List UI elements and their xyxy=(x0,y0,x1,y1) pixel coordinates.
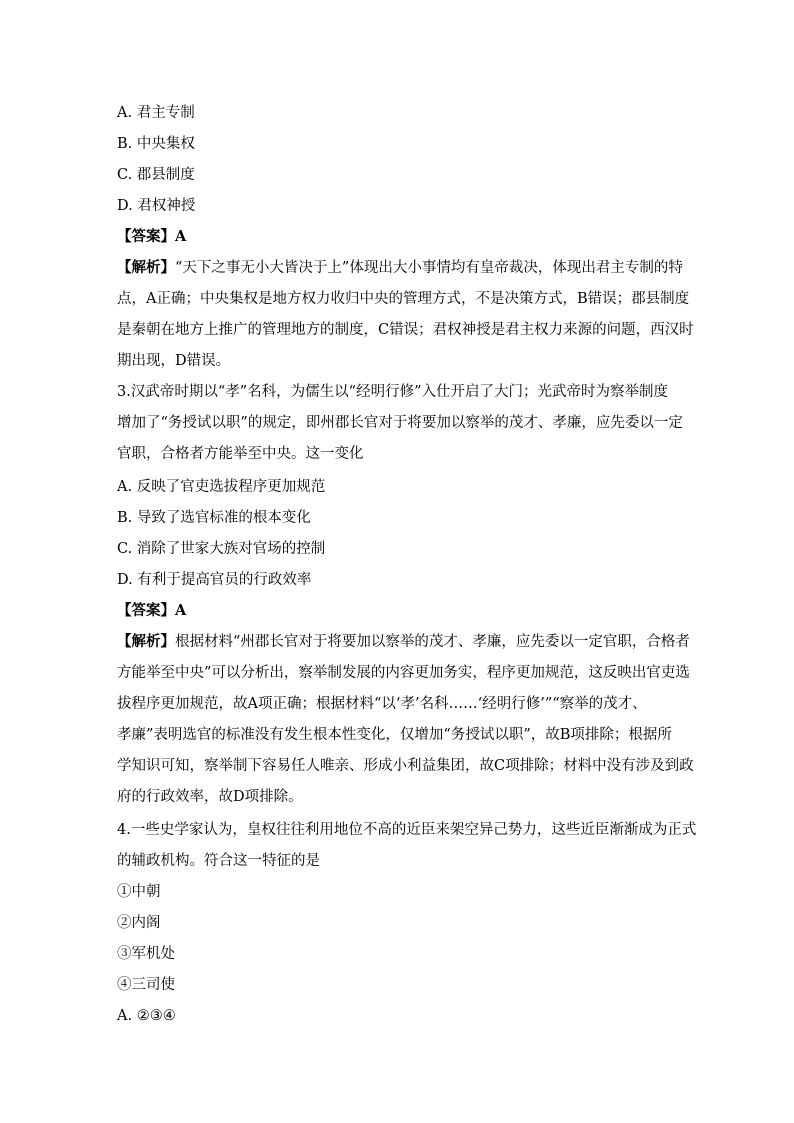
q4-item: ③军机处 xyxy=(117,946,175,962)
q2-analysis-line: 期出现，D错误。 xyxy=(117,353,231,369)
q3-option-d: D. 有利于提高官员的行政效率 xyxy=(117,572,312,588)
answer-value: A xyxy=(175,602,187,619)
q3-analysis-line: 孝廉”表明选官的标准没有发生根本性变化，仅增加“务授试以职”，故B项排除；根据所 xyxy=(117,727,672,743)
q3-option-c: C. 消除了世家大族对官场的控制 xyxy=(117,541,326,557)
q3-option-b: B. 导致了选官标准的根本变化 xyxy=(117,510,311,526)
analysis-text: “天下之事无小大皆决于上”体现出大小事情均有皇帝裁决，体现出君主专制的特 xyxy=(175,260,683,276)
q4-stem-line: 的辅政机构。符合这一特征的是 xyxy=(117,853,320,869)
q2-analysis-line: 是秦朝在地方上推广的管理地方的制度，C错误；君权神授是君主权力来源的问题，西汉时 xyxy=(117,322,694,338)
q3-stem-line: 增加了“务授试以职”的规定，即州郡长官对于将要加以察举的茂才、孝廉，应先委以一定 xyxy=(117,415,683,431)
q4-option-a: A. ②③④ xyxy=(117,1008,176,1024)
q2-option-d: D. 君权神授 xyxy=(117,198,196,214)
q4-item: ①中朝 xyxy=(117,884,161,900)
q2-analysis-line: 点，A正确；中央集权是地方权力收归中央的管理方式，不是决策方式，B错误；郡县制度 xyxy=(117,291,690,307)
q3-analysis-line: 拔程序更加规范，故A项正确；根据材料“以‘孝’名科……‘经明行修’”“察举的茂才、 xyxy=(117,696,647,712)
q4-item: ②内阁 xyxy=(117,915,161,931)
q3-analysis-line xyxy=(117,632,690,652)
q3-answer xyxy=(117,601,186,621)
analysis-label: 【解析】 xyxy=(117,633,175,650)
analysis-text: 根据材料“州郡长官对于将要加以察举的茂才、孝廉，应先委以一定官职，合格者 xyxy=(175,634,690,650)
q4-item: ④三司使 xyxy=(117,977,175,993)
analysis-label: 【解析】 xyxy=(117,259,175,276)
q2-analysis-line xyxy=(117,258,683,278)
q3-analysis-line: 方能举至中央”可以分析出，察举制发展的内容更加务实，程序更加规范，这反映出官吏选 xyxy=(117,665,690,681)
q4-stem-line: 4.一些史学家认为，皇权往往利用地位不高的近臣来架空异己势力，这些近臣渐渐成为正式 xyxy=(117,822,697,838)
q2-option-c: C. 郡县制度 xyxy=(117,167,195,183)
q3-stem-line: 3.汉武帝时期以“孝”名科，为儒生以“经明行修”入仕开启了大门；光武帝时为察举制度 xyxy=(117,384,668,400)
q2-answer xyxy=(117,227,186,247)
q3-analysis-line: 学知识可知，察举制下容易任人唯亲、形成小利益集团，故C项排除；材料中没有涉及到政 xyxy=(117,758,694,774)
q2-option-a: A. 君主专制 xyxy=(117,105,195,121)
answer-value: A xyxy=(175,228,187,245)
q3-analysis-line: 府的行政效率，故D项排除。 xyxy=(117,789,303,805)
q2-option-b: B. 中央集权 xyxy=(117,136,195,152)
q3-option-a: A. 反映了官吏选拔程序更加规范 xyxy=(117,479,326,495)
answer-label: 【答案】 xyxy=(117,228,175,245)
q3-stem-line: 官职，合格者方能举至中央。这一变化 xyxy=(117,446,364,462)
answer-label: 【答案】 xyxy=(117,602,175,619)
